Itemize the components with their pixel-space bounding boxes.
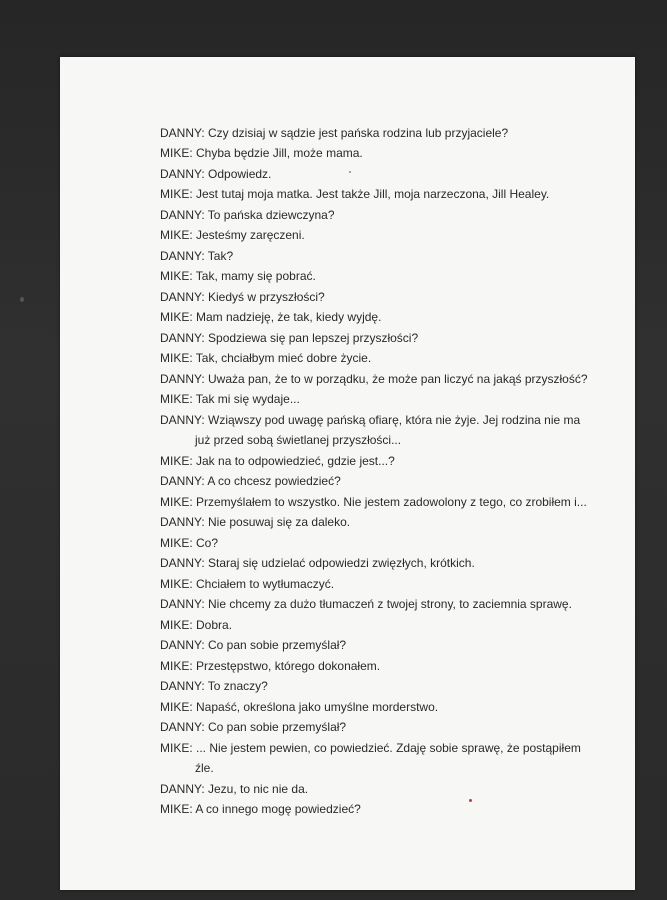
transcript-line: MIKE: Chyba będzie Jill, może mama.: [160, 146, 363, 160]
transcript-line: DANNY: Nie posuwaj się za daleko.: [160, 515, 351, 529]
transcript-line: MIKE: Tak mi się wydaje...: [160, 392, 300, 406]
transcript-line: MIKE: Napaść, określona jako umyślne morderstwo.: [160, 700, 439, 714]
transcript-line: DANNY: Staraj się udzielać odpowiedzi zwięzłych, krótkich.: [160, 556, 475, 570]
transcript-line: MIKE: Co?: [160, 536, 219, 550]
transcript-line: DANNY: Odpowiedz.: [160, 167, 272, 181]
transcript-line: DANNY: To pańska dziewczyna?: [160, 208, 335, 222]
transcript-line: MIKE: Jest tutaj moja matka. Jest także Jill, moja narzeczona, Jill Healey.: [160, 187, 550, 201]
transcript-line: MIKE: Jesteśmy zaręczeni.: [160, 228, 305, 242]
paper-page: [60, 57, 635, 890]
transcript-line: DANNY: Nie chcemy za dużo tłumaczeń z twojej strony, to zaciemnia sprawę.: [160, 597, 572, 611]
transcript-line: MIKE: Przemyślałem to wszystko. Nie jestem zadowolony z tego, co zrobiłem i...: [160, 495, 587, 509]
transcript-line: DANNY: Co pan sobie przemyślał?: [160, 720, 347, 734]
transcript-line: DANNY: Czy dzisiaj w sądzie jest pańska rodzina lub przyjaciele?: [160, 126, 509, 140]
transcript-line: MIKE: Chciałem to wytłumaczyć.: [160, 577, 335, 591]
transcript-line: MIKE: Dobra.: [160, 618, 233, 632]
transcript-line: MIKE: ... Nie jestem pewien, co powiedzieć. Zdaję sobie sprawę, że postąpiłem: [160, 741, 581, 755]
transcript-line: MIKE: Jak na to odpowiedzieć, gdzie jest...?: [160, 454, 395, 468]
ink-speck: [20, 297, 24, 302]
transcript-line: DANNY: Wziąwszy pod uwagę pańską ofiarę, która nie żyje. Jej rodzina nie ma: [160, 413, 581, 427]
transcript-line-continuation: już przed sobą świetlanej przyszłości...: [195, 433, 402, 447]
transcript-line: DANNY: Jezu, to nic nie da.: [160, 782, 309, 796]
transcript-line: DANNY: Spodziewa się pan lepszej przyszłości?: [160, 331, 419, 345]
transcript-line: DANNY: Co pan sobie przemyślał?: [160, 638, 347, 652]
ink-speck: [469, 799, 472, 802]
transcript-line: DANNY: Uważa pan, że to w porządku, że może pan liczyć na jakąś przyszłość?: [160, 372, 588, 386]
transcript-line-continuation: źle.: [195, 761, 214, 775]
transcript-line: DANNY: A co chcesz powiedzieć?: [160, 474, 341, 488]
transcript-line: MIKE: Przestępstwo, którego dokonałem.: [160, 659, 381, 673]
transcript-line: DANNY: To znaczy?: [160, 679, 268, 693]
transcript-line: MIKE: Tak, chciałbym mieć dobre życie.: [160, 351, 372, 365]
transcript-line: MIKE: Tak, mamy się pobrać.: [160, 269, 316, 283]
ink-speck: [349, 171, 351, 173]
transcript-line: DANNY: Kiedyś w przyszłości?: [160, 290, 325, 304]
transcript-line: DANNY: Tak?: [160, 249, 234, 263]
transcript-line: MIKE: Mam nadzieję, że tak, kiedy wyjdę.: [160, 310, 382, 324]
transcript-line: MIKE: A co innego mogę powiedzieć?: [160, 802, 361, 816]
